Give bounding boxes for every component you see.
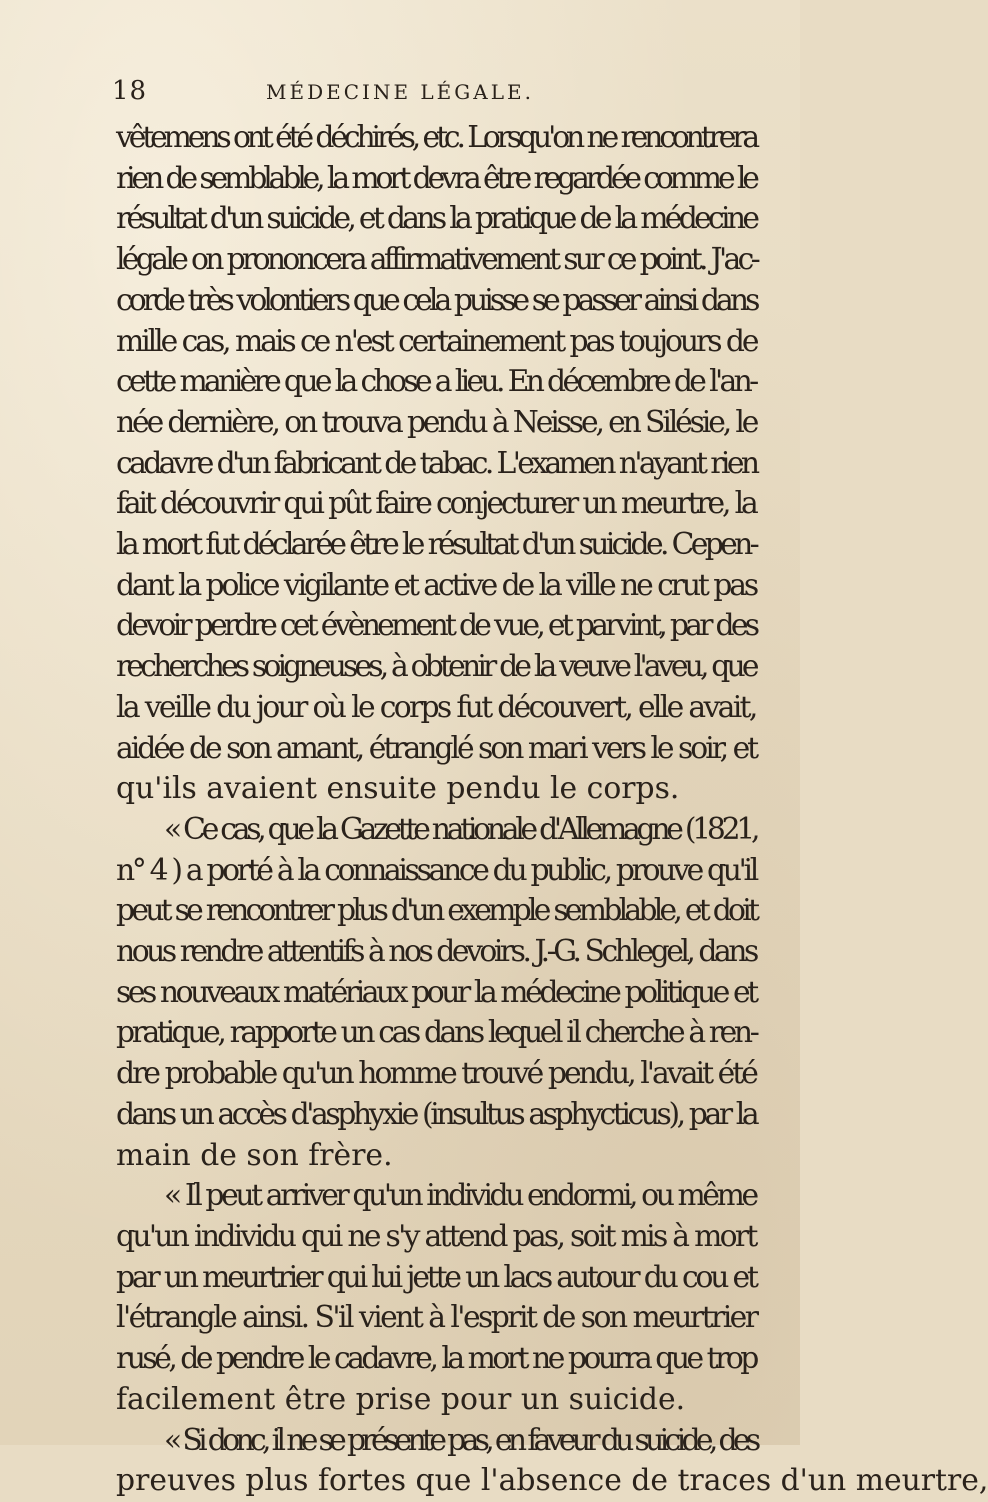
text-line: rusé, de pendre le cadavre, la mort ne pourra que trop (116, 1341, 756, 1377)
text-line: la veille du jour où le corps fut découvert, elle avait, (116, 689, 756, 725)
text-line: fait découvrir qui pût faire conjecturer un meurtre, la (116, 486, 756, 522)
text-line: dant la police vigilante et active de la ville ne crut pas (116, 567, 757, 603)
text-line: recherches soigneuses, à obtenir de la veuve l'aveu, que (116, 649, 756, 685)
text-line: légale on prononcera affirmativement sur ce point. J'ac- (116, 242, 758, 278)
text-line: qu'ils avaient ensuite pendu le corps. (116, 771, 680, 807)
text-line: cadavre d'un fabricant de tabac. L'examen n'ayant rien (116, 445, 757, 481)
text-line: par un meurtrier qui lui jette un lacs autour du cou et (116, 1259, 756, 1295)
text-line: rien de semblable, la mort devra être regardée comme le (116, 160, 756, 196)
text-line: nous rendre attentifs à nos devoirs. J.-G. Schlegel, dans (116, 934, 756, 970)
text-line: qu'un individu qui ne s'y attend pas, soit mis à mort (116, 1218, 756, 1254)
text-line: vêtemens ont été déchirés, etc. Lorsqu'on ne rencontrera (116, 120, 757, 155)
text-line: aidée de son amant, étranglé son mari vers le soir, et (116, 730, 757, 766)
text-line: mille cas, mais ce n'est certainement pas toujours de (116, 323, 757, 359)
text-line: facilement être prise pour un suicide. (116, 1381, 686, 1417)
text-line: main de son frère. (116, 1137, 393, 1173)
page-header (0, 72, 800, 112)
text-line: dre probable qu'un homme trouvé pendu, l'avait été (116, 1056, 756, 1092)
text-line: pratique, rapporte un cas dans lequel il cherche à ren- (116, 1015, 757, 1051)
text-line: résultat d'un suicide, et dans la pratique de la médecine (116, 201, 757, 237)
text-line: l'étrangle ainsi. S'il vient à l'esprit de son meurtrier (116, 1300, 757, 1336)
text-line: « Il peut arriver qu'un individu endormi, ou même (164, 1178, 756, 1214)
running-title: MÉDECINE LÉGALE. (266, 80, 534, 104)
text-line: dans un accès d'asphyxie (insultus asphycticus), par la (116, 1096, 757, 1132)
text-line: « Si donc, il ne se présente pas, en faveur du suicide, des (164, 1422, 757, 1458)
text-line: née dernière, on trouva pendu à Neisse, en Silésie, le (116, 404, 757, 440)
body-text (116, 118, 988, 1502)
text-line: devoir perdre cet évènement de vue, et parvint, par des (116, 608, 757, 644)
text-line: ses nouveaux matériaux pour la médecine politique et (116, 974, 756, 1010)
text-line: « Ce cas, que la Gazette nationale d'Allemagne (1821, (164, 811, 757, 847)
text-line: n° 4 ) a porté à la connaissance du public, prouve qu'il (116, 852, 756, 888)
text-line: cette manière que la chose a lieu. En décembre de l'an- (116, 364, 756, 400)
text-line: peut se rencontrer plus d'un exemple semblable, et doit (116, 893, 757, 929)
page-number: 18 (112, 76, 148, 106)
text-line: la mort fut déclarée être le résultat d'un suicide. Cepen- (116, 527, 757, 563)
text-line: corde très volontiers que cela puisse se passer ainsi dans (116, 282, 757, 318)
text-line: preuves plus fortes que l'absence de traces d'un meurtre, (116, 1463, 988, 1499)
